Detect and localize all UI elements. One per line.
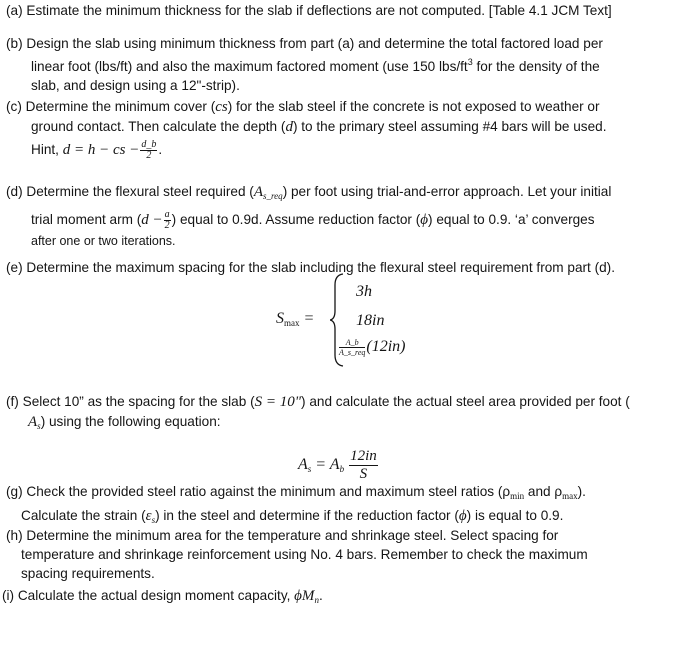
part-i-label: (i) [2, 588, 15, 603]
part-e [6, 258, 696, 277]
rho-max-sub: max [562, 491, 578, 501]
rho-min-sub: min [510, 491, 525, 501]
part-d-as-var: A [253, 184, 264, 200]
part-g-line2a: Calculate the strain ( [21, 508, 146, 523]
phi-symbol: ϕ [420, 212, 429, 228]
part-b-line3: slab, and design using a 12"-strip). [31, 78, 240, 93]
part-b-line2b: for the density of the [472, 59, 600, 74]
fraction-denominator: S [359, 466, 368, 482]
smax-lhs: $S_{max}$ = [276, 310, 315, 328]
part-g-line2b: ) in the steel and determine if the reduction factor ( [155, 508, 459, 523]
part-c-hint-fraction [140, 140, 157, 161]
part-d-fraction [164, 210, 171, 231]
part-f-label: (f) [6, 394, 19, 409]
part-g-label: (g) [6, 484, 23, 499]
as-eq-lhs: A [298, 456, 308, 474]
part-b-line2a: linear foot (lbs/ft) and also the maximum factored moment (use 150 lbs/ft [31, 59, 468, 74]
smax-var: S [276, 310, 284, 327]
part-d-line2b: ) equal to 0.9d. Assume reduction factor ( [171, 212, 421, 227]
part-d-line1b: ) per foot using trial-and-error approach. Let your initial [282, 184, 612, 199]
as-eq-mid: = A [315, 456, 340, 474]
part-a-text: Estimate the minimum thickness for the slab if deflections are not computed. [Table 4.1 JCM Text] [26, 3, 612, 18]
phi-symbol: ϕ [458, 508, 467, 524]
smax-case-2: 18in [356, 312, 385, 329]
part-f-line2b: ) using the following equation: [40, 414, 221, 429]
smax-case-3-rest: (12in) [366, 338, 406, 356]
part-c-line2a: ground contact. Then calculate the depth ( [31, 119, 286, 134]
part-c-line1a: Determine the minimum cover ( [25, 99, 216, 114]
part-g [6, 482, 698, 530]
part-d-line2a: trial moment arm ( [31, 212, 142, 227]
fraction-numerator: 12in [350, 448, 377, 464]
part-d-line3: after one or two iterations. [31, 234, 176, 248]
part-d-arm-var: d − [141, 212, 163, 228]
part-c-hint-formula: d = h − cs − [62, 142, 140, 159]
as-eq-fraction [349, 448, 378, 483]
as-eq-mid-sub: b [339, 464, 345, 475]
part-f-line1b: ) and calculate the actual steel area provided per foot ( [301, 394, 630, 409]
part-f-line1a: Select 10” as the spacing for the slab ( [22, 394, 255, 409]
part-g-line2c: ) is equal to 0.9. [466, 508, 564, 523]
part-b-line2-sup: 3 [467, 57, 473, 67]
as-eq-lhs-sub: s [307, 464, 312, 475]
part-e-text: Determine the maximum spacing for the slab including the flexural steel requirement from part (d). [26, 260, 615, 275]
strain-var: ε [145, 508, 152, 524]
part-c: (c) Determine the minimum cover (cs) for the slab steel if the concrete is not exposed to weather or ground contact. Then calculate the depth (d) to the primary steel assuming #4 bars will be used. Hint, d = h − cs − $\frac{d\_b}{2}$ . [6, 99, 607, 161]
moment-capacity-var: ϕM [294, 588, 315, 604]
part-d [6, 180, 698, 250]
part-a [6, 1, 696, 20]
part-a-label: (a) [6, 3, 23, 18]
fraction-denominator: 2 [146, 150, 152, 161]
moment-capacity-sub: n [314, 595, 319, 605]
part-h-line2: temperature and shrinkage reinforcement using No. 4 bars. Remember to check the maximum [21, 547, 588, 562]
part-c-cs-var: cs [215, 99, 228, 115]
part-d-line1a: Determine the flexural steel required ( [26, 184, 254, 199]
part-f-as-sub: s [37, 421, 41, 431]
part-f-spacing-eq: S = 10" [254, 394, 302, 410]
part-c-d-var: d [285, 119, 293, 135]
smax-sub: max [284, 318, 300, 328]
part-b-line1: Design the slab using minimum thickness from part (a) and determine the total factored load per [26, 36, 603, 51]
part-g-line1a: Check the provided steel ratio against the minimum and maximum steel ratios (ρ [26, 484, 511, 499]
fraction-denominator: 2 [164, 219, 170, 231]
part-h-line3: spacing requirements. [21, 566, 155, 581]
smax-case-3 [338, 338, 405, 357]
smax-case-3-fraction [339, 338, 365, 357]
part-h-line1: Determine the minimum area for the temperature and shrinkage steel. Select spacing for [26, 528, 559, 543]
fraction-numerator: d_b [141, 139, 157, 150]
part-f [6, 392, 698, 436]
part-g-line1b: and ρ [524, 484, 563, 499]
part-c-line1b: ) for the slab steel if the concrete is not exposed to weather or [227, 99, 600, 114]
fraction-numerator: a [164, 208, 170, 220]
part-h-label: (h) [6, 528, 23, 543]
part-c-line2b: ) to the primary steel assuming #4 bars will be used. [292, 119, 607, 134]
part-b [6, 34, 696, 95]
part-d-label: (d) [6, 184, 23, 199]
as-equation [298, 448, 379, 483]
fraction-denominator: A_s_req [339, 348, 366, 357]
part-d-as-sub: s_req [263, 191, 283, 201]
fraction-numerator: A_b [339, 338, 365, 348]
part-e-label: (e) [6, 260, 23, 275]
part-g-line1c: ). [577, 484, 586, 499]
part-c-label: (c) [6, 99, 22, 114]
part-d-line2c: ) equal to 0.9. ‘a’ converges [428, 212, 595, 227]
part-h [6, 526, 698, 583]
part-b-label: (b) [6, 36, 23, 51]
part-c-hint-label: Hint, [31, 142, 59, 158]
part-i-text: Calculate the actual design moment capacity, [17, 588, 291, 603]
part-i-end: . [318, 588, 323, 603]
strain-sub: s [151, 515, 156, 525]
part-i [2, 586, 694, 610]
smax-case-1: 3h [356, 283, 372, 300]
part-f-as-var: A [28, 414, 38, 430]
